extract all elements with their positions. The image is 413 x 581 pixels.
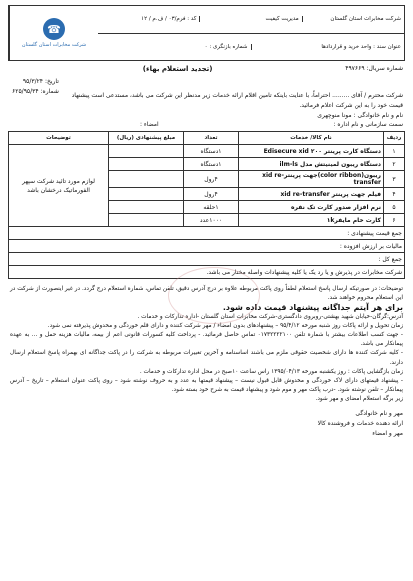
revision: شماره بازنگری : ۰: [98, 44, 252, 50]
position-label: سمت سازمانی و نام اداره :: [333, 121, 403, 128]
letter-number: ۶۲۵/۹۵/۳۴: [12, 88, 39, 95]
date: ۹۵/۳/۲۴: [22, 78, 44, 85]
table-row: ۴ فیلم جهت پرینتر xid re-transfer ۴رول: [9, 188, 405, 201]
sum-offer: جمع قیمت پیشنهادی :: [9, 227, 405, 240]
table-row: ۶ کارت خام مایفر۱k ۱۰۰۰عدد: [9, 214, 405, 227]
header-info: [98, 6, 404, 60]
stamp-icon: [168, 267, 260, 324]
grand-total: جمع کل :: [9, 253, 405, 266]
requester-name: نام و نام خانوادگی : مونا منوچهری: [317, 112, 403, 119]
serial-number: ۴۹۷۶۶۹: [345, 65, 365, 72]
notes-cell: لوازم مورد تائید شرکت سپهر الفورماتیک درخشان باشد: [9, 145, 109, 227]
closing: مهر و نام خانوادگی ارائه دهنده خدمات و فروشنده کالا مهر و امضاء: [317, 409, 403, 437]
notes: توضیحات: در صورتیکه ارسال پاسخ استعلام لطفاً روی پاکت مربوطه علاوه بر درج آدرس دقیق، تلفن تماس، شماره استعلام درج گردد. در غیر اینصورت از شرکت در این استعلام محروم خواهند شد. برای هر آیتم جداگانه پیشنهاد قیمت داده شود. آدرس:گرگان-خیابان شهید بهشتی-روبروی دادگستری-شرکت مخابرات استان گلستان -اداره تدارکات و خدمات . زمان تحویل و ارائه پاکات روز شنبه مورخه ۹۵/۴/۱۲ – پیشنهادهای بدون امضاء / مهر شرکت کننده و دارای قلم خوردگی و مخدوش پذیرفته نمی شود. - جهت کسب اطلاعات بیشتر با شماره تلفن ۰۱۷۳۲۲۲۲۱۰۰ تماس حاصل فرمائید. - پرداخت کلیه کسورات قانونی اعم از بیمه، مالیات هزینه حمل و ... به عهده پیمانکار می باشد. - کلیه شرکت کننده ها دارای شخصیت حقوقی ملزم می باشند اساسنامه و آخرین تغییرات مربوطه به شرکت را در پاکت جداگانه ای بهمراه پاسخ استعلام ارسال دارند. زمان بازگشایی پاکات : روز یکشنبه مورخه ۱۳۹۵/۰۴/۱۳ راس ساعت ۱۰صبح در محل اداره تدارکات و خدمات . - پیشنهاد قیمتهای دارای لاک خوردگی و مخدوش قابل قبول نیست – پیشنهاد قیمتها به عدد و به حروف نوشته شود – روی پاکت عنوان استعلام – تاریخ – آدرس پیمانکار – تلفن نوشته شود. -درب پاکت مهر و موم شود و پیشنهاد قیمت به شرح خود بسته شود. زیر برگه استعلام امضای و مهر شود.: [10, 286, 403, 403]
logo: ☎ شرکت مخابرات استان گلستان: [9, 6, 98, 60]
table-row: ۵ نرم افزار صدور کارت تک نفره ۱حلقه: [9, 201, 405, 214]
table-footer: شرکت مخابرات در پذیرش و یا رد یک یا کلیه پیشنهادات واصله مختار می باشد.: [9, 266, 405, 279]
intro: شرکت محترم / آقای ......... احتراماً، با عنایت باینکه تامین اقلام ارائه خدمات زیر مدنظر این شرکت می باشد، مستدعی است پیشنهاد قیمت خود را به این شرکت اعلام فرمائید. نام و نام خانوادگی : مونا منوچهری: [10, 91, 403, 121]
serial-row: شماره سریال: ۴۹۷۶۶۹ (تجدید استعلام بهاء): [142, 65, 403, 73]
doc-title: عنوان سند : واحد خرید و قراردادها: [321, 43, 401, 50]
table-row: ۱ دستگاه کارت پرینتر ۲۰۰ Edisecure xid ۱دستگاه لوازم مورد تائید شرکت سپهر الفورماتیک درخشان باشد: [9, 145, 405, 158]
document-page: [8, 5, 405, 571]
address: آدرس:گرگان-خیابان شهید بهشتی-روبروی دادگستری-شرکت مخابرات استان گلستان -اداره تدارکات و خدمات .: [137, 313, 403, 320]
table-row: ۲ دستگاه ریبون لمینیتش مدل ilm-ls ۱دستگاه: [9, 158, 405, 171]
page-title: (تجدید استعلام بهاء): [142, 65, 213, 73]
header: [8, 5, 405, 61]
form-code: کد : فرم/۰۳ / ف.م / ۱۲: [98, 16, 200, 22]
telecom-logo-icon: ☎: [43, 18, 65, 40]
department: مدیریت کیفیت: [200, 16, 302, 22]
signature-label: امضاء :: [140, 121, 159, 128]
table-row: ۳ ریبون(color ribbon)جهت پرینترxid re-transfer ۴رول: [9, 171, 405, 188]
items-table: ردیف نام کالا/ خدمات تعداد مبلغ پیشنهادی (ریال) توضیحات ۱ دستگاه کارت پرینتر ۲۰۰ Edisecure xid ۱دستگاه لوازم مورد تائید شرکت سپهر الفورماتیک درخشان باشد ۲ دستگاه ریبون لمینیتش مدل ilm-ls ۱دستگاه ۳ ریبون(color ribbon)جهت پرینترxid re-transfer ۴رول ۴ فیلم جهت پرینتر xid re-transfer ۴رول ۵ نرم افزار صدور کارت تک نفره ۱حلقه ۶ کارت خام مایفر۱k ۱۰۰۰عدد جمع قیمت پیشنهادی : مالیات بر ارزش افزوده : جمع کل : شرکت مخابرات در پذیرش و یا رد یک یا کلیه پیشنهادات واصله مختار می باشد.: [8, 131, 405, 279]
date-block: تاریخ: ۹۵/۳/۲۴ شماره: ۶۲۵/۹۵/۳۴: [12, 78, 59, 95]
highlight-note: برای هر آیتم جداگانه پیشنهاد قیمت داده شود.: [222, 303, 403, 313]
company-name: شرکت مخابرات استان گلستان: [330, 16, 401, 23]
vat: مالیات بر ارزش افزوده :: [9, 240, 405, 253]
